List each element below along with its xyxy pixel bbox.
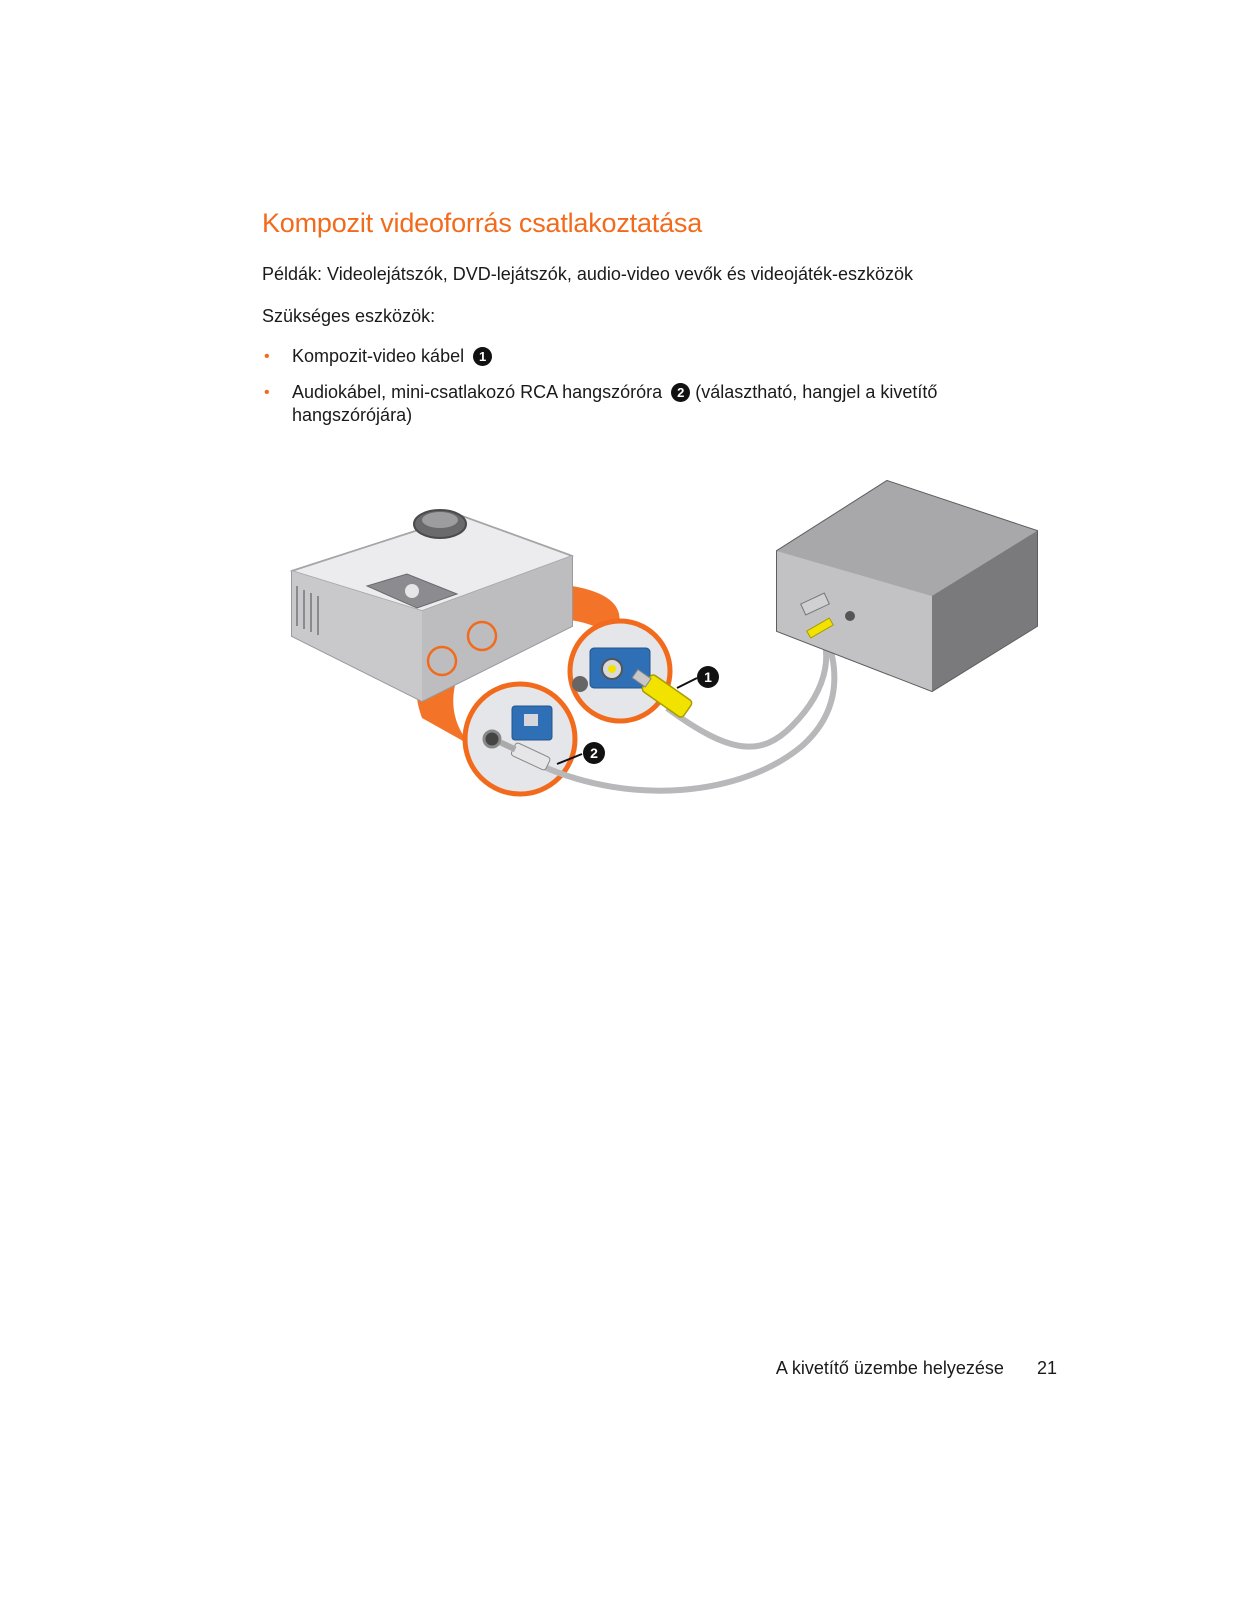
- callout-number: 2: [590, 745, 598, 761]
- section-title: Kompozit videoforrás csatlakoztatása: [262, 208, 703, 238]
- bullet-icon: •: [264, 384, 270, 401]
- required-tools-list: [262, 345, 992, 427]
- examples-text: Példák: Videolejátszók, DVD-lejátszók, audio-video vevők és videojáték-eszközök: [262, 264, 913, 284]
- page-number: 21: [1036, 1358, 1057, 1378]
- audio-port-inset: [465, 684, 575, 794]
- callout-number: 1: [704, 669, 712, 685]
- required-tools-label: Szükséges eszközök:: [262, 306, 436, 326]
- video-source-device: [777, 481, 1037, 691]
- callout-number: 1: [473, 347, 492, 366]
- projector-illustration: [292, 510, 572, 701]
- page-footer: [776, 1358, 1057, 1379]
- callout-number: 2: [671, 383, 690, 402]
- list-item: [262, 381, 992, 427]
- bullet-icon: •: [264, 348, 270, 365]
- list-item: [262, 345, 992, 368]
- main-content: [262, 208, 992, 440]
- figure-callout-1: [677, 666, 719, 688]
- connection-illustration: [272, 456, 1044, 812]
- list-item-text: Kompozit-video kábel: [292, 346, 465, 366]
- list-item-text: Audiokábel, mini-csatlakozó RCA hangszóróra: [292, 382, 663, 402]
- video-cable: [667, 626, 826, 747]
- video-port-inset: [570, 621, 670, 721]
- chapter-title: A kivetítő üzembe helyezése: [775, 1358, 1004, 1378]
- list-item-text-after: (választható, hangjel a kivetítő hangszórójára): [292, 382, 938, 425]
